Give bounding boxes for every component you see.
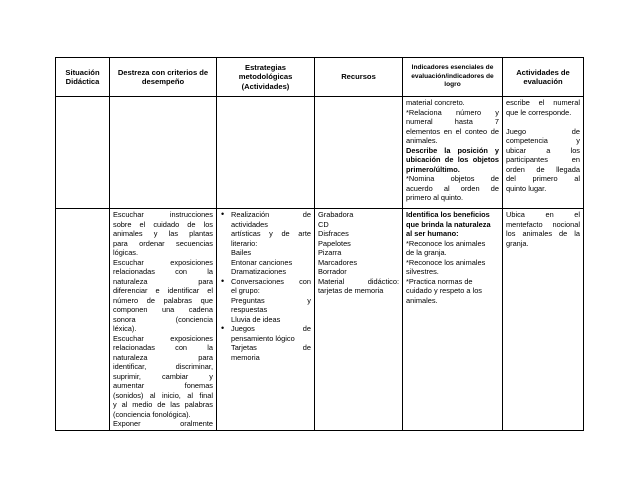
actividad-line: quinto lugar.	[506, 183, 547, 193]
destreza-line: Exponer oralmente	[113, 419, 213, 428]
actividad-line: escribe el numeral	[506, 98, 580, 107]
recurso-line: Grabadora	[318, 210, 354, 219]
actividad-line: granja.	[506, 238, 529, 248]
estrategia-subline: Bailes	[231, 248, 252, 257]
recurso-line: Disfraces	[318, 229, 349, 238]
header-estrategias: Estrategias metodológicas (Actividades)	[217, 58, 315, 97]
cell-actividades-2	[503, 209, 584, 431]
destreza-line: identificar, discriminar,	[113, 362, 213, 371]
estrategia-line: pensamiento lógico	[231, 333, 295, 343]
destreza-line: sonora (conciencia	[113, 314, 213, 324]
estrategia-line: • Conversaciones con	[231, 276, 311, 286]
cell-situacion-1	[56, 97, 110, 209]
table-row	[56, 209, 584, 431]
indicador-line: elementos en el conteo de	[406, 126, 499, 136]
header-destreza: Destreza con criterios de desempeño	[110, 58, 217, 97]
destreza-line: relacionadas con la	[113, 267, 213, 276]
cell-estrategias-1	[217, 97, 315, 209]
estrategia-subline: Entonar canciones	[231, 257, 293, 267]
estrategia-item	[220, 277, 311, 325]
cell-recursos-2	[315, 209, 403, 431]
destreza-line: léxica).	[113, 324, 137, 333]
recurso-line: Marcadores	[318, 257, 358, 267]
destreza-line: animales y las plantas	[113, 229, 213, 238]
header-row	[56, 58, 584, 97]
indicador-line: acuerdo al orden de	[406, 183, 499, 193]
estrategia-subline: Lluvia de ideas	[231, 314, 281, 324]
header-recursos: Recursos	[315, 58, 403, 97]
actividad-line: Ubica en el	[506, 210, 580, 219]
header-indicadores: Indicadores esenciales de evaluación/indicadores de logro	[403, 58, 503, 97]
recurso-line: Papelotes	[318, 238, 351, 248]
recurso-line: tarjetas de memoria	[318, 286, 384, 295]
actividad-line: que le corresponde.	[506, 107, 572, 117]
actividad-line: Juego de	[506, 126, 580, 136]
indicador-line: *Nomina objetos de	[406, 174, 499, 183]
indicador-line: *Reconoce los animales	[406, 257, 486, 267]
destreza-line: naturaleza para	[113, 276, 213, 286]
estrategia-line: • Realización de	[231, 210, 311, 219]
indicador-line: animales.	[406, 136, 438, 145]
indicador-line: *Practica normas de	[406, 276, 473, 286]
destreza-line: Escuchar exposiciones	[113, 333, 213, 343]
estrategia-line: • Juegos de	[231, 324, 311, 333]
indicador-line: silvestres.	[406, 267, 439, 276]
cell-indicadores-2	[403, 209, 503, 431]
destreza-line: número de palabras que	[113, 295, 213, 305]
actividad-line: mentefacto nocional	[506, 219, 580, 229]
estrategia-line: artísticas y de arte	[231, 229, 311, 238]
header-actividades: Actividades de evaluación	[503, 58, 584, 97]
recurso-line: Borrador	[318, 267, 347, 276]
destreza-line: (conciencia fonológica).	[113, 409, 191, 419]
cell-recursos-1	[315, 97, 403, 209]
estrategia-subline: Tarjetas de	[231, 343, 311, 352]
indicador-line: que brinda la naturaleza	[406, 219, 491, 229]
indicador-line: Describe la posición y	[406, 145, 499, 155]
destreza-line: sobre el cuidado de los	[113, 219, 213, 229]
estrategia-item	[220, 324, 311, 362]
destreza-line: naturaleza para	[113, 352, 213, 362]
destreza-line: lógicas.	[113, 248, 139, 257]
actividad-line: participantes en	[506, 155, 580, 164]
cell-destreza-1	[110, 97, 217, 209]
actividad-line	[506, 117, 580, 127]
cell-destreza-2	[110, 209, 217, 431]
actividad-line: ubicar a los	[506, 145, 580, 155]
table-row	[56, 97, 584, 209]
estrategia-line: el grupo:	[231, 286, 260, 295]
indicador-line: primero/último.	[406, 164, 460, 174]
estrategia-line: actividades	[231, 219, 268, 229]
destreza-line: y al medio de las palabras	[113, 400, 213, 409]
recurso-line: Material didáctico:	[318, 276, 399, 286]
destreza-line: para ordenar secuencias	[113, 238, 213, 248]
destreza-line: componen una cadena	[113, 305, 213, 314]
recurso-line: Pizarra	[318, 248, 342, 257]
destreza-line: suprimir, cambiar y	[113, 371, 213, 381]
destreza-line: Escuchar instrucciones	[113, 210, 213, 219]
destreza-line: Escuchar exposiciones	[113, 257, 213, 267]
indicador-line: de la granja.	[406, 248, 447, 257]
recurso-line: CD	[318, 219, 329, 229]
indicador-line: Identifica los beneficios	[406, 210, 490, 219]
destreza-line: (sonidos) al inicio, al final	[113, 390, 213, 400]
actividad-line: los animales de la	[506, 229, 580, 238]
header-situacion: Situación Didáctica	[56, 58, 110, 97]
estrategia-subline: Preguntas y	[231, 295, 311, 305]
estrategia-item	[220, 210, 311, 277]
estrategia-subline: memoria	[231, 352, 260, 362]
estrategia-line: literario:	[231, 238, 258, 248]
destreza-line: relacionadas con la	[113, 343, 213, 352]
actividad-line: orden de llegada	[506, 164, 580, 174]
indicador-line: cuidado y respeto a los	[406, 286, 483, 295]
cell-indicadores-1	[403, 97, 503, 209]
indicador-line: *Reconoce los animales	[406, 238, 486, 248]
estrategia-subline: Dramatizaciones	[231, 267, 287, 276]
indicador-line: primero al quinto.	[406, 193, 464, 202]
cell-actividades-1	[503, 97, 584, 209]
indicador-line: ubicación de los objetos	[406, 155, 499, 164]
destreza-line: aumentar fonemas	[113, 381, 213, 390]
indicador-line: material concreto.	[406, 98, 465, 107]
indicador-line: *Relaciona número y	[406, 107, 499, 117]
indicador-line: numeral hasta 7	[406, 117, 499, 126]
cell-estrategias-2	[217, 209, 315, 431]
estrategias-list	[220, 210, 311, 362]
destreza-line: diferenciar e identificar el	[113, 286, 213, 295]
estrategia-subline: respuestas	[231, 305, 268, 314]
indicador-line: animales.	[406, 295, 438, 305]
cell-situacion-2	[56, 209, 110, 431]
actividad-line: del primero al	[506, 174, 580, 183]
indicador-line: al ser humano:	[406, 229, 459, 238]
actividad-line: competencia y	[506, 136, 580, 145]
planning-table	[55, 57, 584, 431]
